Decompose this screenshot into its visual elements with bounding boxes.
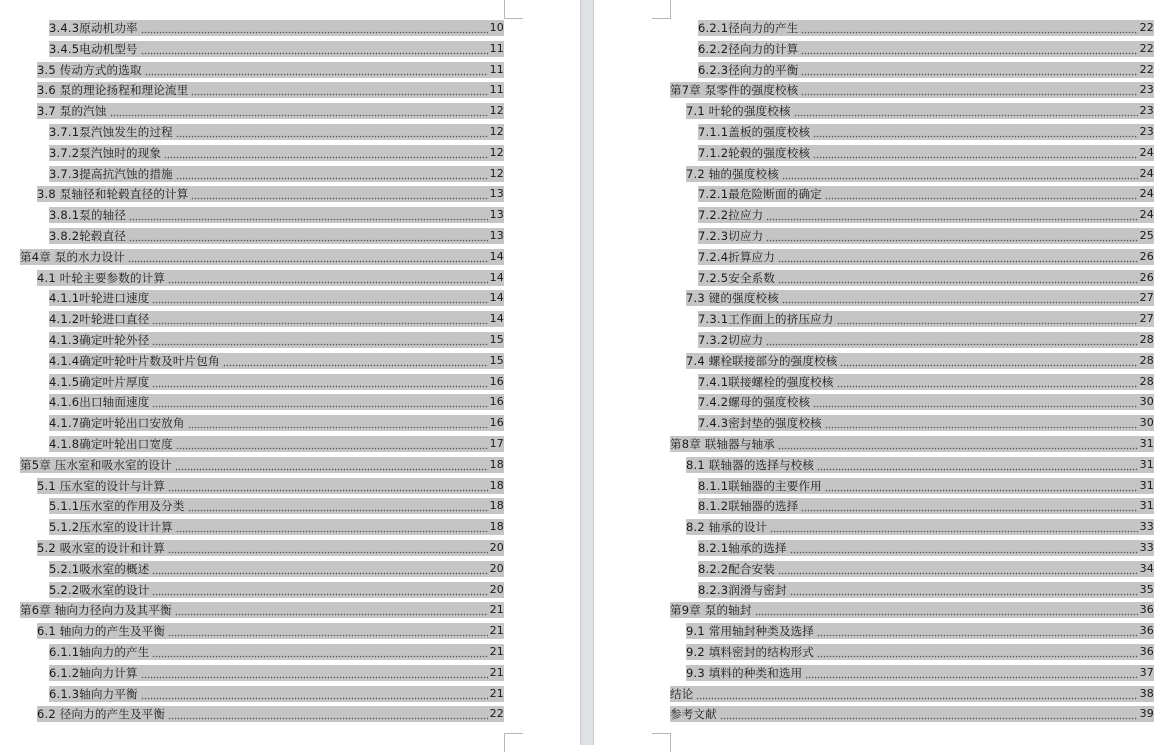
document-page-left — [0, 0, 580, 745]
toc-entry[interactable] — [698, 186, 1154, 202]
toc-dot-leader — [141, 686, 488, 702]
toc-dot-leader — [825, 478, 1138, 494]
toc-entry-title: 4.1.4确定叶轮叶片数及叶片包角 — [49, 353, 220, 368]
toc-entry[interactable] — [686, 166, 1154, 182]
toc-dot-leader — [825, 415, 1138, 431]
toc-dot-leader — [782, 166, 1138, 182]
toc-entry-title: 3.7.1泵汽蚀发生的过程 — [49, 125, 173, 139]
toc-entry-page-number: 13 — [489, 229, 504, 242]
toc-entry-page-number: 25 — [1139, 229, 1154, 242]
toc-entry[interactable] — [49, 686, 504, 702]
toc-entry-page-number: 12 — [489, 166, 504, 180]
toc-dot-leader — [801, 498, 1137, 514]
toc-dot-leader — [837, 311, 1138, 327]
toc-entry-title: 3.7 泵的汽蚀 — [37, 104, 107, 119]
toc-entry[interactable] — [670, 82, 1154, 98]
toc-dot-leader — [790, 540, 1138, 556]
toc-entry-title: 3.6 泵的理论扬程和理论流里 — [37, 83, 189, 98]
toc-entry-title: 8.1 联轴器的选择与校核 — [686, 457, 815, 472]
toc-dot-leader — [176, 166, 488, 182]
toc-dot-leader — [168, 478, 488, 494]
toc-entry-page-number: 15 — [489, 353, 504, 367]
toc-entry-title: 3.7.3提高抗汽蚀的措施 — [49, 166, 173, 181]
toc-entry-title: 第8章 联轴器与轴承 — [670, 437, 775, 451]
toc-entry-page-number: 22 — [1139, 41, 1154, 55]
toc-entry[interactable] — [698, 311, 1154, 327]
toc-entry-page-number: 36 — [1139, 624, 1154, 638]
toc-entry[interactable] — [698, 561, 1154, 577]
toc-entry[interactable] — [49, 311, 504, 327]
toc-entry[interactable] — [686, 457, 1154, 473]
toc-entry-page-number: 30 — [1139, 395, 1154, 409]
toc-entry[interactable] — [698, 207, 1154, 223]
toc-entry[interactable] — [698, 124, 1154, 140]
toc-entry-page-number: 20 — [489, 582, 504, 596]
toc-dot-leader — [794, 103, 1138, 119]
toc-dot-leader — [817, 457, 1138, 473]
toc-entry[interactable] — [698, 270, 1154, 286]
toc-dot-leader — [755, 602, 1138, 618]
toc-entry-title: 5.2.1吸水室的概述 — [49, 561, 150, 576]
toc-entry-title: 6.2.1径向力的产生 — [698, 21, 799, 35]
toc-dot-leader — [696, 686, 1137, 702]
toc-dot-leader — [840, 353, 1137, 369]
toc-entry-page-number: 21 — [489, 624, 504, 638]
toc-entry-page-number: 18 — [489, 520, 504, 534]
toc-dot-leader — [817, 623, 1138, 639]
toc-entry-title: 第9章 泵的轴封 — [670, 603, 752, 618]
margin-corner-marker — [652, 733, 671, 752]
toc-entry-title: 8.2 轴承的设计 — [686, 520, 768, 535]
toc-entry-title: 3.7.2泵汽蚀时的现象 — [49, 145, 162, 160]
toc-dot-leader — [152, 311, 487, 327]
toc-entry-page-number: 31 — [1139, 499, 1154, 513]
toc-entry-page-number: 16 — [489, 395, 504, 409]
toc-dot-leader — [175, 602, 488, 618]
toc-entry-page-number: 21 — [489, 686, 504, 700]
toc-entry-title: 5.2 吸水室的设计和计算 — [37, 541, 166, 555]
toc-dot-leader — [152, 394, 487, 410]
page-gutter — [580, 0, 594, 745]
toc-dot-leader — [801, 20, 1137, 36]
toc-dot-leader — [152, 332, 487, 348]
toc-entry-title: 7.4.3密封垫的强度校核 — [698, 416, 822, 431]
toc-entry-page-number: 28 — [1139, 333, 1154, 346]
toc-entry-title: 7.4.1联接螺栓的强度校核 — [698, 374, 834, 389]
toc-entry[interactable] — [49, 394, 504, 410]
toc-entry-page-number: 30 — [1139, 416, 1154, 430]
toc-entry-page-number: 31 — [1139, 457, 1154, 471]
toc-dot-leader — [801, 82, 1137, 98]
toc-entry-page-number: 11 — [489, 83, 504, 97]
toc-entry-title: 7.2 轴的强度校核 — [686, 166, 779, 181]
toc-dot-leader — [813, 145, 1137, 161]
toc-entry[interactable] — [698, 394, 1154, 410]
toc-entry-page-number: 11 — [489, 62, 504, 76]
toc-entry[interactable] — [49, 374, 504, 390]
toc-entry-title: 5.1.1压水室的作用及分类 — [49, 499, 185, 514]
toc-dot-leader — [825, 186, 1138, 202]
toc-entry-title: 4.1.6出口轴面速度 — [49, 395, 150, 410]
toc-entry-page-number: 36 — [1139, 645, 1154, 658]
toc-entry[interactable] — [49, 561, 504, 577]
toc-entry-title: 3.8.1泵的轴径 — [49, 208, 127, 223]
toc-entry[interactable] — [49, 228, 504, 244]
toc-entry-page-number: 35 — [1139, 582, 1154, 596]
toc-entry-title: 7.3 键的强度校核 — [686, 291, 779, 306]
toc-entry-page-number: 18 — [489, 457, 504, 471]
toc-entry-page-number: 12 — [489, 125, 504, 138]
toc-entry[interactable] — [37, 540, 504, 556]
toc-dot-leader — [766, 228, 1137, 244]
toc-dot-leader — [168, 270, 488, 286]
toc-entry-title: 6.1 轴向力的产生及平衡 — [37, 624, 166, 639]
toc-entry-title: 8.2.2配合安装 — [698, 561, 776, 576]
toc-entry[interactable] — [20, 602, 504, 618]
toc-entry-title: 3.8.2轮毂直径 — [49, 229, 127, 243]
toc-dot-leader — [720, 706, 1138, 722]
toc-entry-page-number: 16 — [489, 374, 504, 388]
toc-entry-title: 7.4.2螺母的强度校核 — [698, 395, 811, 410]
toc-entry-page-number: 33 — [1139, 520, 1154, 534]
toc-entry[interactable] — [49, 665, 504, 681]
toc-dot-leader — [191, 82, 487, 98]
toc-entry[interactable] — [20, 249, 504, 265]
toc-entry-title: 6.1.3轴向力平衡 — [49, 686, 138, 701]
toc-dot-leader — [770, 519, 1137, 535]
toc-entry[interactable] — [698, 62, 1154, 78]
toc-entry[interactable] — [698, 145, 1154, 161]
toc-dot-leader — [110, 103, 488, 119]
toc-entry[interactable] — [49, 290, 504, 306]
toc-entry[interactable] — [49, 498, 504, 514]
toc-entry-page-number: 26 — [1139, 270, 1154, 284]
toc-entry[interactable] — [49, 332, 504, 348]
toc-entry[interactable] — [670, 436, 1154, 452]
toc-dot-leader — [141, 20, 488, 36]
toc-entry-title: 9.3 填料的种类和选用 — [686, 665, 803, 680]
toc-dot-leader — [191, 186, 487, 202]
toc-entry[interactable] — [49, 20, 504, 36]
toc-entry-page-number: 11 — [489, 41, 504, 55]
toc-entry[interactable] — [670, 686, 1154, 702]
toc-entry[interactable] — [686, 644, 1154, 660]
toc-entry-title: 7.3.2切应力 — [698, 333, 764, 347]
toc-dot-leader — [176, 124, 488, 140]
toc-entry-title: 5.2.2吸水室的设计 — [49, 582, 150, 597]
toc-entry-page-number: 24 — [1139, 208, 1154, 222]
toc-entry[interactable] — [49, 124, 504, 140]
toc-entry-page-number: 24 — [1139, 187, 1154, 201]
toc-entry-page-number: 21 — [489, 665, 504, 679]
toc-entry[interactable] — [49, 207, 504, 223]
margin-corner-marker — [652, 0, 671, 19]
toc-entry[interactable] — [37, 623, 504, 639]
toc-entry-page-number: 18 — [489, 478, 504, 492]
toc-entry-title: 7.1 叶轮的强度校核 — [686, 104, 791, 119]
toc-entry-title: 7.2.5安全系数 — [698, 270, 776, 285]
document-page-right — [594, 0, 1175, 745]
toc-entry-title: 5.1 压水室的设计与计算 — [37, 478, 166, 493]
toc-entry[interactable] — [49, 41, 504, 57]
toc-entry-page-number: 38 — [1139, 686, 1154, 700]
margin-corner-marker — [504, 733, 523, 752]
toc-entry-page-number: 12 — [489, 104, 504, 118]
toc-dot-leader — [188, 415, 488, 431]
toc-dot-leader — [813, 394, 1137, 410]
toc-entry-title: 4.1 叶轮主要参数的计算 — [37, 270, 166, 285]
toc-dot-leader — [766, 207, 1137, 223]
toc-entry-title: 3.8 泵轴径和轮毂直径的计算 — [37, 187, 189, 202]
toc-entry-title: 8.1.2联轴器的选择 — [698, 499, 799, 514]
toc-entry-title: 6.2 径向力的产生及平衡 — [37, 707, 166, 722]
toc-dot-leader — [778, 561, 1138, 577]
toc-entry-page-number: 27 — [1139, 291, 1154, 305]
toc-entry[interactable] — [698, 41, 1154, 57]
toc-dot-leader — [188, 498, 488, 514]
toc-entry-page-number: 31 — [1139, 437, 1154, 450]
toc-entry-title: 4.1.3确定叶轮外径 — [49, 333, 150, 347]
toc-dot-leader — [141, 665, 488, 681]
toc-dot-leader — [766, 332, 1137, 348]
toc-entry-title: 第7章 泵零件的强度校核 — [670, 83, 799, 98]
toc-entry-title: 7.2.4折算应力 — [698, 249, 776, 264]
toc-entry-page-number: 18 — [489, 499, 504, 513]
toc-entry-title: 4.1.5确定叶片厚度 — [49, 374, 150, 389]
toc-entry[interactable] — [49, 519, 504, 535]
toc-entry-page-number: 33 — [1139, 541, 1154, 554]
toc-entry-page-number: 21 — [489, 603, 504, 617]
toc-entry-title: 8.2.1轴承的选择 — [698, 541, 787, 555]
toc-entry-page-number: 14 — [489, 291, 504, 305]
toc-entry[interactable] — [37, 706, 504, 722]
toc-entry[interactable] — [698, 228, 1154, 244]
toc-entry[interactable] — [670, 706, 1154, 722]
toc-entry-page-number: 14 — [489, 312, 504, 326]
toc-entry-page-number: 36 — [1139, 603, 1154, 617]
toc-entry[interactable] — [698, 498, 1154, 514]
toc-entry-title: 8.1.1联轴器的主要作用 — [698, 478, 822, 493]
margin-corner-marker — [504, 0, 523, 19]
toc-entry-page-number: 28 — [1139, 353, 1154, 367]
toc-entry-page-number: 23 — [1139, 83, 1154, 97]
toc-entry-page-number: 21 — [489, 645, 504, 658]
toc-dot-leader — [801, 62, 1137, 78]
toc-entry-page-number: 31 — [1139, 478, 1154, 492]
toc-dot-leader — [817, 644, 1138, 660]
toc-entry-page-number: 22 — [489, 707, 504, 721]
toc-entry-title: 3.5 传动方式的选取 — [37, 62, 142, 77]
toc-dot-leader — [805, 665, 1137, 681]
toc-dot-leader — [128, 249, 488, 265]
toc-dot-leader — [813, 124, 1137, 140]
toc-entry-page-number: 15 — [489, 333, 504, 346]
toc-entry-page-number: 17 — [489, 437, 504, 450]
toc-entry-page-number: 34 — [1139, 561, 1154, 575]
toc-entry[interactable] — [49, 436, 504, 452]
toc-dot-leader — [152, 290, 487, 306]
toc-dot-leader — [129, 228, 488, 244]
toc-dot-leader — [176, 436, 488, 452]
toc-entry[interactable] — [49, 353, 504, 369]
toc-entry[interactable] — [686, 665, 1154, 681]
toc-entry-title: 5.1.2压水室的设计计算 — [49, 520, 173, 535]
toc-entry-page-number: 23 — [1139, 104, 1154, 118]
toc-dot-leader — [152, 561, 487, 577]
toc-dot-leader — [168, 623, 488, 639]
toc-entry-title: 7.4 螺栓联接部分的强度校核 — [686, 353, 838, 368]
toc-dot-leader — [168, 540, 488, 556]
toc-entry-title: 第5章 压水室和吸水室的设计 — [20, 457, 172, 472]
toc-dot-leader — [778, 249, 1138, 265]
toc-entry[interactable] — [49, 582, 504, 598]
toc-dot-leader — [141, 41, 488, 57]
toc-entry[interactable] — [37, 270, 504, 286]
toc-entry-page-number: 16 — [489, 416, 504, 430]
toc-dot-leader — [175, 457, 488, 473]
toc-entry-page-number: 20 — [489, 561, 504, 575]
toc-entry-page-number: 26 — [1139, 249, 1154, 263]
toc-entry-page-number: 39 — [1139, 707, 1154, 721]
toc-entry-title: 7.2.1最危险断面的确定 — [698, 187, 822, 202]
toc-entry-title: 7.2.3切应力 — [698, 229, 764, 243]
toc-entry[interactable] — [686, 353, 1154, 369]
toc-entry-page-number: 28 — [1139, 374, 1154, 388]
toc-entry-title: 6.1.2轴向力计算 — [49, 665, 138, 680]
toc-entry-title: 8.2.3润滑与密封 — [698, 582, 787, 597]
toc-entry-title: 4.1.1叶轮进口速度 — [49, 291, 150, 306]
toc-dot-leader — [152, 644, 487, 660]
toc-entry[interactable] — [698, 582, 1154, 598]
toc-entry-title: 参考文献 — [670, 707, 717, 722]
toc-entry[interactable] — [686, 623, 1154, 639]
toc-entry-title: 7.3.1工作面上的挤压应力 — [698, 312, 834, 327]
toc-entry-page-number: 14 — [489, 270, 504, 284]
toc-entry[interactable] — [698, 540, 1154, 556]
toc-entry[interactable] — [20, 457, 504, 473]
toc-entry-title: 9.2 填料密封的结构形式 — [686, 645, 815, 659]
toc-dot-leader — [145, 62, 488, 78]
toc-entry[interactable] — [37, 478, 504, 494]
toc-dot-leader — [176, 519, 488, 535]
toc-entry[interactable] — [698, 415, 1154, 431]
toc-dot-leader — [778, 436, 1138, 452]
toc-dot-leader — [164, 145, 487, 161]
toc-entry-title: 结论 — [670, 686, 694, 701]
toc-entry[interactable] — [49, 415, 504, 431]
toc-entry-page-number: 27 — [1139, 312, 1154, 326]
toc-entry-title: 4.1.2叶轮进口直径 — [49, 312, 150, 327]
toc-dot-leader — [129, 207, 488, 223]
toc-entry-title: 9.1 常用轴封种类及选择 — [686, 624, 815, 639]
toc-entry[interactable] — [686, 103, 1154, 119]
toc-entry-page-number: 13 — [489, 208, 504, 222]
toc-dot-leader — [168, 706, 488, 722]
toc-entry[interactable] — [37, 186, 504, 202]
toc-entry-title: 3.4.3原动机功率 — [49, 21, 138, 35]
toc-entry-title: 6.2.2径向力的计算 — [698, 41, 799, 56]
toc-entry-page-number: 37 — [1139, 665, 1154, 679]
toc-entry-title: 6.2.3径向力的平衡 — [698, 62, 799, 77]
toc-dot-leader — [837, 374, 1138, 390]
toc-entry-page-number: 24 — [1139, 145, 1154, 159]
toc-entry[interactable] — [698, 249, 1154, 265]
toc-entry-page-number: 13 — [489, 187, 504, 201]
toc-entry-page-number: 23 — [1139, 125, 1154, 138]
toc-dot-leader — [152, 582, 487, 598]
toc-entry-title: 3.4.5电动机型号 — [49, 41, 138, 56]
toc-entry[interactable] — [49, 166, 504, 182]
toc-entry[interactable] — [49, 145, 504, 161]
toc-entry-page-number: 10 — [489, 21, 504, 34]
toc-entry-title: 7.2.2拉应力 — [698, 208, 764, 223]
toc-dot-leader — [790, 582, 1138, 598]
toc-entry-page-number: 20 — [489, 541, 504, 554]
toc-entry[interactable] — [37, 82, 504, 98]
toc-entry-page-number: 12 — [489, 145, 504, 159]
toc-entry[interactable] — [698, 374, 1154, 390]
toc-entry-title: 6.1.1轴向力的产生 — [49, 645, 150, 659]
toc-entry-title: 7.1.1盖板的强度校核 — [698, 125, 811, 139]
toc-entry-page-number: 22 — [1139, 62, 1154, 76]
toc-entry-title: 7.1.2轮毂的强度校核 — [698, 145, 811, 160]
toc-entry[interactable] — [670, 602, 1154, 618]
toc-entry-title: 第6章 轴向力径向力及其平衡 — [20, 603, 172, 618]
toc-entry-page-number: 24 — [1139, 166, 1154, 180]
toc-dot-leader — [778, 270, 1138, 286]
toc-entry-title: 4.1.8确定叶轮出口宽度 — [49, 437, 173, 451]
toc-entry[interactable] — [698, 20, 1154, 36]
toc-entry-title: 4.1.7确定叶轮出口安放角 — [49, 416, 185, 431]
toc-entry[interactable] — [686, 519, 1154, 535]
toc-entry-title: 第4章 泵的水力设计 — [20, 249, 125, 264]
toc-dot-leader — [152, 374, 487, 390]
toc-entry-page-number: 14 — [489, 249, 504, 263]
toc-entry-page-number: 22 — [1139, 21, 1154, 34]
toc-entry[interactable] — [698, 332, 1154, 348]
toc-entry[interactable] — [698, 478, 1154, 494]
toc-entry[interactable] — [49, 644, 504, 660]
toc-dot-leader — [223, 353, 488, 369]
toc-entry[interactable] — [37, 62, 504, 78]
toc-dot-leader — [801, 41, 1137, 57]
toc-dot-leader — [782, 290, 1138, 306]
toc-entry[interactable] — [686, 290, 1154, 306]
toc-entry[interactable] — [37, 103, 504, 119]
